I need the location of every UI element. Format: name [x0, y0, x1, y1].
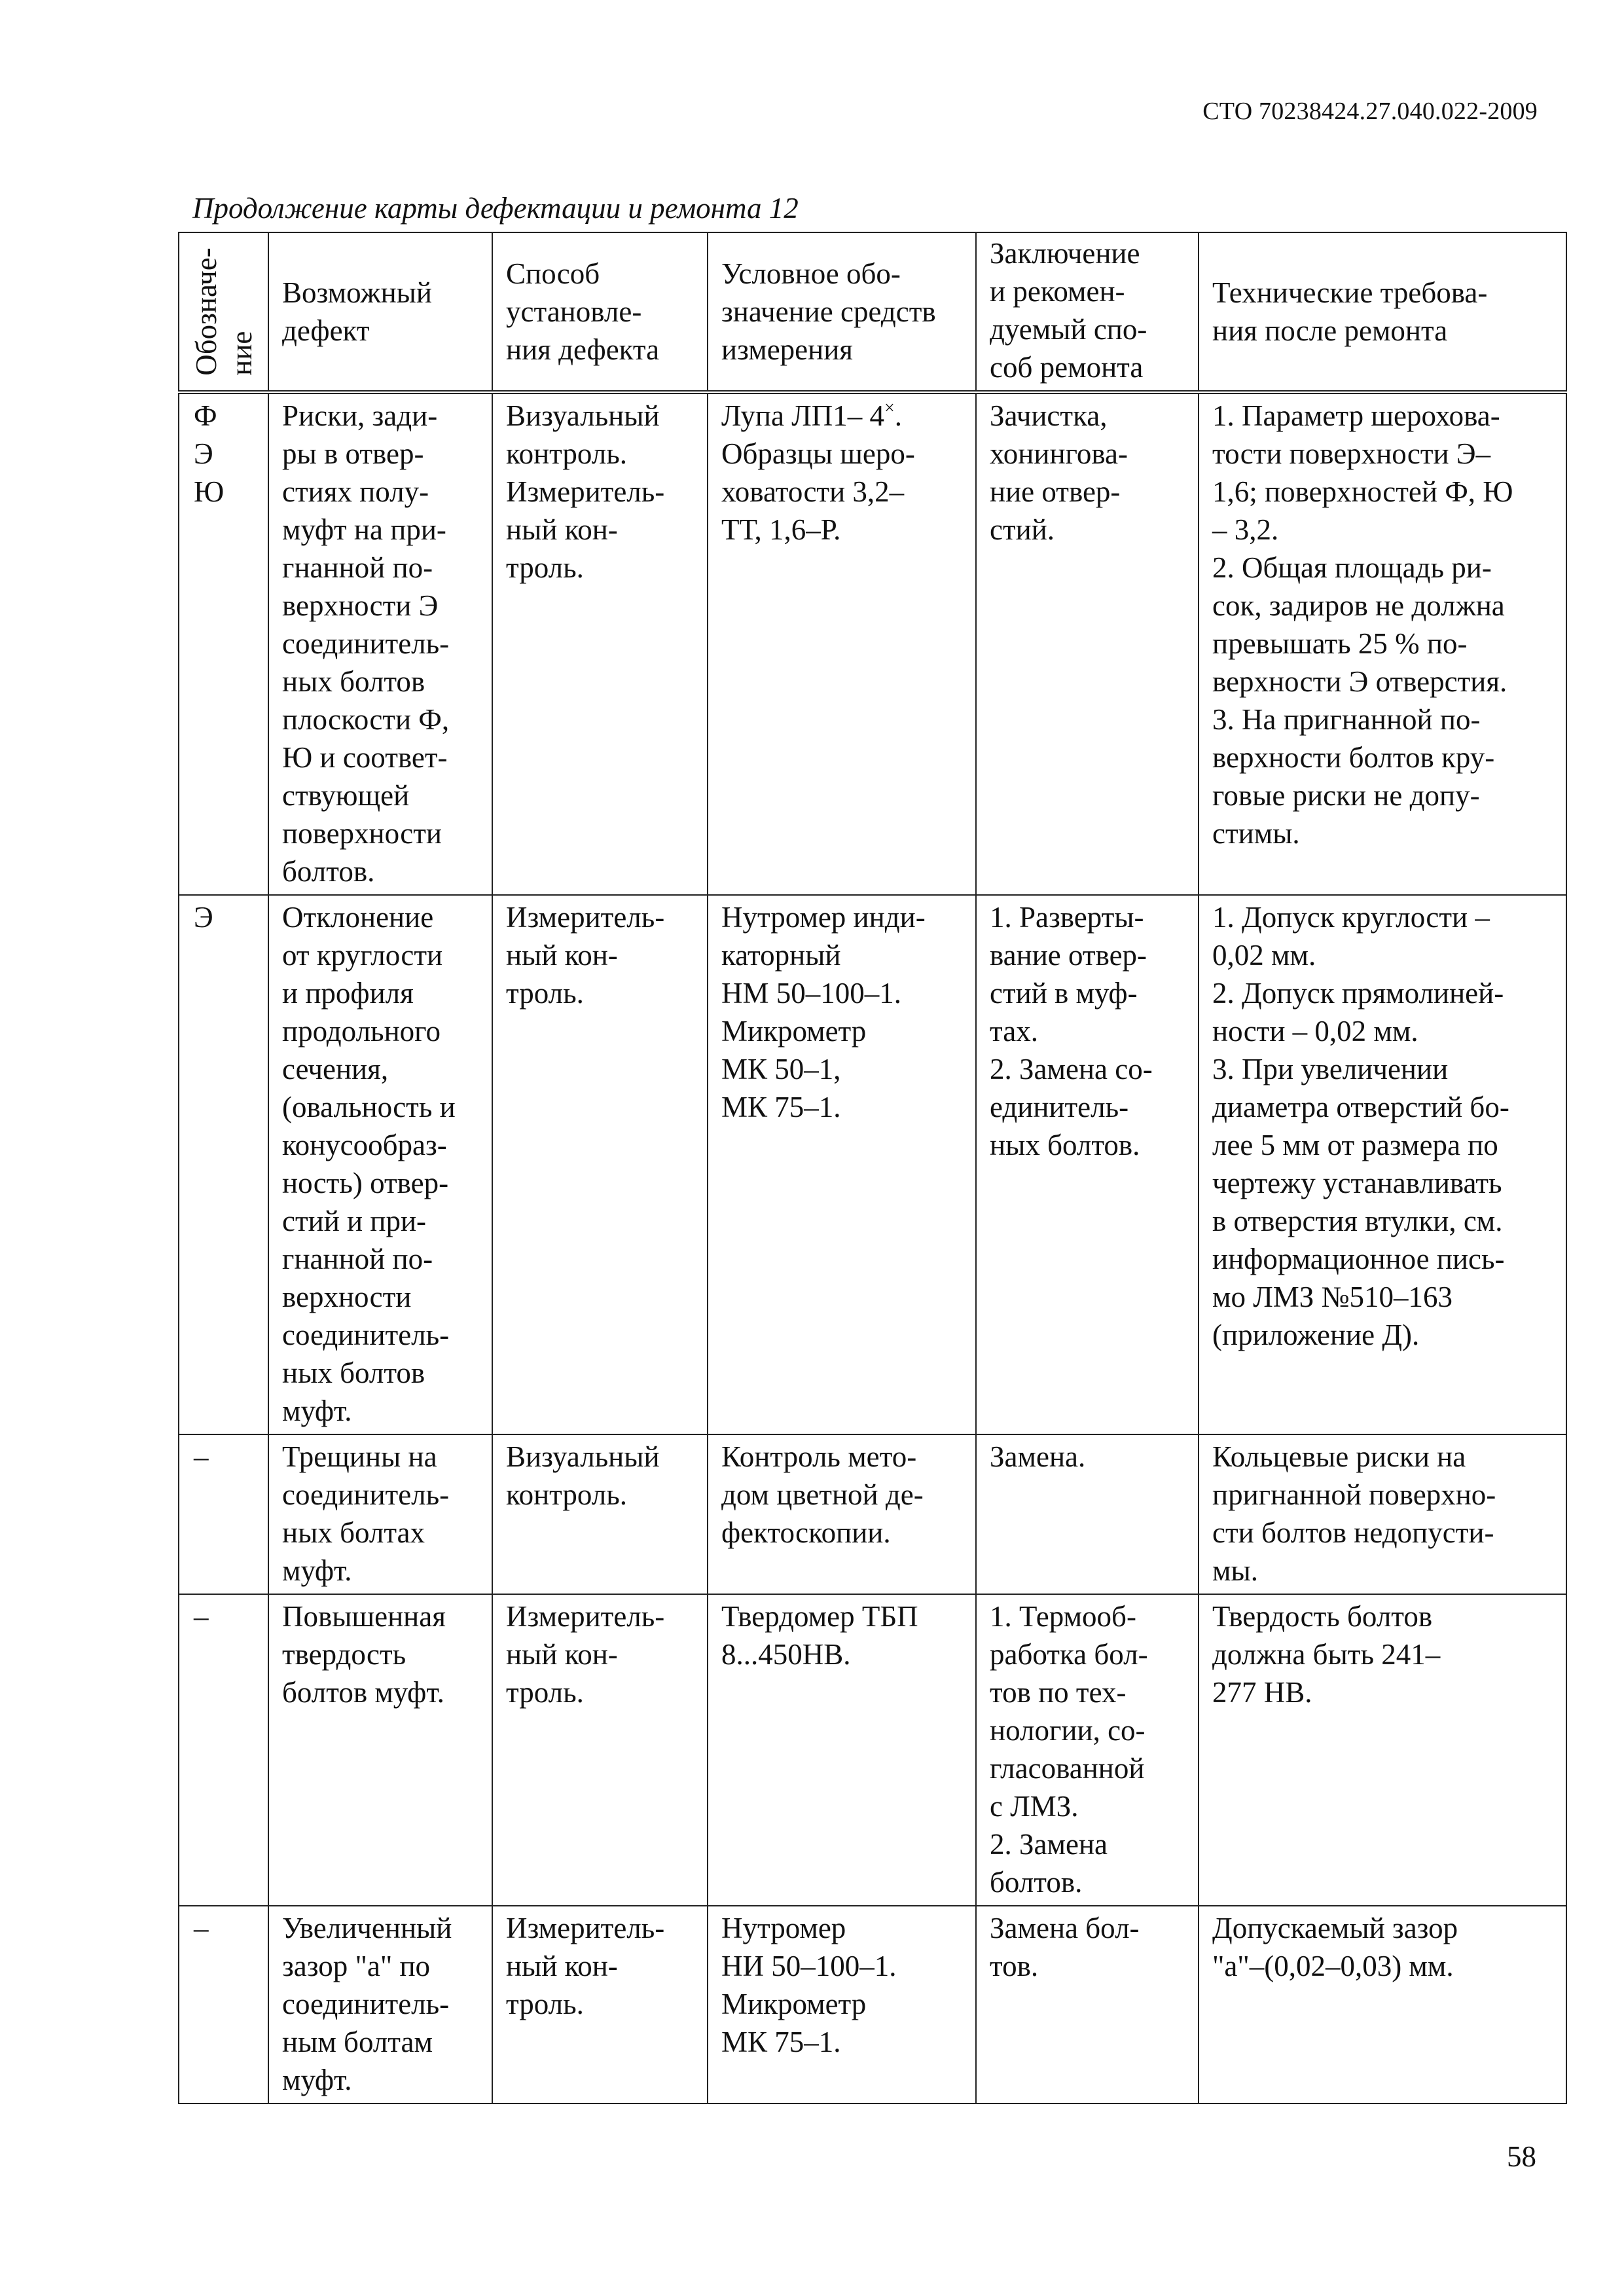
table-row — [179, 895, 1566, 1434]
header-defect: Возможный дефект — [268, 232, 492, 392]
cell-detection-method: Измеритель- ный кон- троль. — [492, 1594, 708, 1906]
document-code: СТО 70238424.27.040.022-2009 — [1202, 98, 1538, 125]
cell-defect: Риски, зади- ры в отвер- стиях полу- муфт на при- гнанной по- верхности Э соединитель- ных болтов плоскости Ф, Ю и соответ- ствующей поверхности болтов. — [268, 392, 492, 895]
cell-measuring-tools: Контроль мето- дом цветной де- фектоскопии. — [708, 1434, 976, 1594]
cell-measuring-tools: Нутромер НИ 50–100–1. Микрометр МК 75–1. — [708, 1906, 976, 2104]
table-row — [179, 1434, 1566, 1594]
header-detection-method: Способ установле- ния дефекта — [492, 232, 708, 392]
cell-requirements: 1. Параметр шерохова- тости поверхности Э– 1,6; поверхностей Ф, Ю – 3,2. 2. Общая площадь ри- сок, задиров не должна превышать 25 % по- верхности Э отверстия. 3. На пригнанной по- верхности болтов кру- говые риски не допу- стимы. — [1199, 392, 1566, 895]
cell-requirements: 1. Допуск круглости – 0,02 мм. 2. Допуск прямолиней- ности – 0,02 мм. 3. При увеличении диаметра отверстий бо- лее 5 мм от размера по чертежу устанавливать в отверстия втулки, см. информационное пись- мо ЛМЗ №510–163 (приложение Д). — [1199, 895, 1566, 1434]
cell-defect: Повышенная твердость болтов муфт. — [268, 1594, 492, 1906]
cell-designation: – — [179, 1594, 268, 1906]
table-row — [179, 1594, 1566, 1906]
cell-repair-method: Зачистка, хонингова- ние отвер- стий. — [976, 392, 1199, 895]
cell-designation: – — [179, 1434, 268, 1594]
cell-detection-method: Визуальный контроль. Измеритель- ный кон- троль. — [492, 392, 708, 895]
table-header-row — [179, 232, 1566, 392]
cell-defect: Трещины на соединитель- ных болтах муфт. — [268, 1434, 492, 1594]
table-caption: Продолжение карты дефектации и ремонта 12 — [192, 192, 799, 225]
cell-designation: Ф Э Ю — [179, 392, 268, 895]
cell-defect: Отклонение от круглости и профиля продольного сечения, (овальность и конусообраз- ность) отвер- стий и при- гнанной по- верхности соединитель- ных болтов муфт. — [268, 895, 492, 1434]
cell-requirements: Кольцевые риски на пригнанной поверхно- сти болтов недопусти- мы. — [1199, 1434, 1566, 1594]
cell-requirements: Твердость болтов должна быть 241– 277 НВ. — [1199, 1594, 1566, 1906]
header-designation: Обозначе- ние — [179, 232, 268, 392]
cell-detection-method: Измеритель- ный кон- троль. — [492, 1906, 708, 2104]
table-row — [179, 392, 1566, 895]
header-requirements: Технические требова- ния после ремонта — [1199, 232, 1566, 392]
cell-designation: – — [179, 1906, 268, 2104]
cell-designation: Э — [179, 895, 268, 1434]
cell-repair-method: Замена. — [976, 1434, 1199, 1594]
header-repair-method: Заключение и рекомен- дуемый спо- соб ремонта — [976, 232, 1199, 392]
cell-detection-method: Измеритель- ный кон- троль. — [492, 895, 708, 1434]
cell-measuring-tools: Нутромер инди- каторный НМ 50–100–1. Микрометр МК 50–1, МК 75–1. — [708, 895, 976, 1434]
table-row — [179, 1906, 1566, 2104]
cell-repair-method: 1. Термооб- работка бол- тов по тех- нологии, со- гласованной с ЛМЗ. 2. Замена болтов. — [976, 1594, 1199, 1906]
cell-repair-method: Замена бол- тов. — [976, 1906, 1199, 2104]
cell-repair-method: 1. Разверты- вание отвер- стий в муф- тах. 2. Замена со- единитель- ных болтов. — [976, 895, 1199, 1434]
defect-repair-table — [178, 232, 1567, 2104]
cell-detection-method: Визуальный контроль. — [492, 1434, 708, 1594]
header-measuring-tools: Условное обо- значение средств измерения — [708, 232, 976, 392]
cell-measuring-tools: Твердомер ТБП 8...450НВ. — [708, 1594, 976, 1906]
page-number: 58 — [1507, 2140, 1536, 2173]
cell-defect: Увеличенный зазор "а" по соединитель- ным болтам муфт. — [268, 1906, 492, 2104]
superscript-magnification: × — [884, 398, 895, 418]
cell-measuring-tools: Лупа ЛП1– 4×. Образцы шеро- ховатости 3,2– ТТ, 1,6–Р. — [708, 392, 976, 895]
cell-requirements: Допускаемый зазор "а"–(0,02–0,03) мм. — [1199, 1906, 1566, 2104]
